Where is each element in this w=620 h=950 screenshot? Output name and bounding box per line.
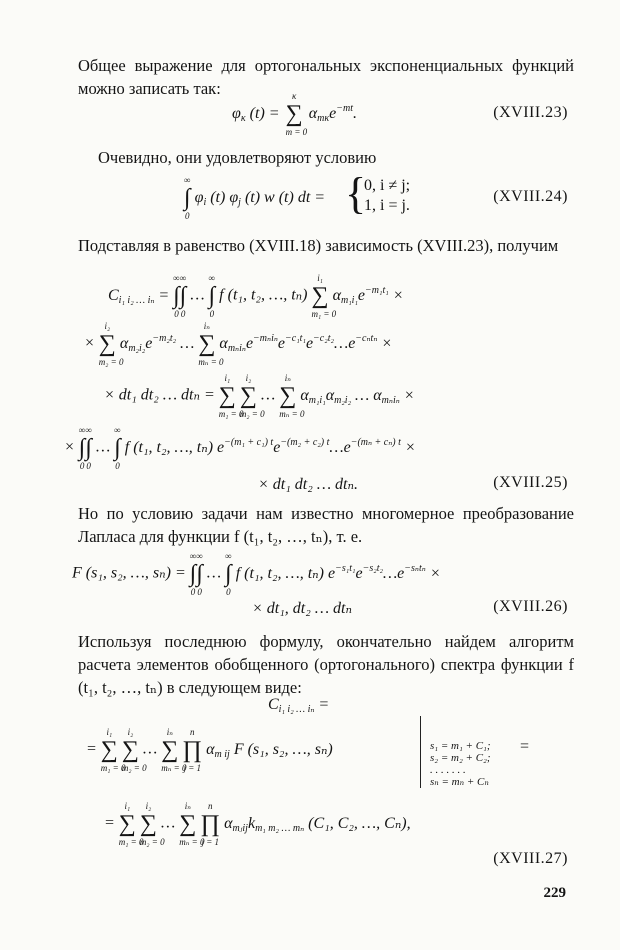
paragraph-5: Используя последнюю формулу, окончательно найдем алгоритм расчета элементов обобщенного (ортогонального) спектра функции f (t₁, t₂, …, tₙ) в следующем виде:: [78, 632, 574, 697]
equation-27-line-2: = i₁ ∑ m₁ = 0 i₂ ∑ m₂ = 0 … iₙ ∑ mₙ = 0 n ∏ j = 1 $\alpha_{m ij}$ F (s₁, s₂, …, sₙ): [86, 727, 333, 773]
equation-25-line-3: × dt₁ dt₂ … dtₙ = i₁ ∑ m₁ = 0 i₂ ∑ m₂ = 0 … iₙ ∑ mₙ = 0 $\alpha_{m_1i_1}\alpha_{m_2i_2}$ … $\alpha_{m_ni_n}$ ×: [104, 373, 415, 419]
condition-n: sₙ = mₙ + Cₙ: [430, 776, 489, 788]
equation-26-line-2: × dt₁, dt₂ … dtₙ: [252, 600, 352, 617]
case-1: 0, i ≠ j;: [364, 177, 411, 194]
equation-27-line-1: $C_{i_1 i_2 \dots i_n}$ =: [268, 696, 330, 715]
equation-27-line-3: = i₁ ∑ m₁ = 0 i₂ ∑ m₂ = 0 … iₙ ∑ mₙ = 0 n ∏ j = 1 $\alpha_{mⱼij}k_{m_1 m_2 \dots m_n}$ (C₁, C₂, …, Cₙ),: [104, 801, 411, 847]
condition-dots: . . . . . . .: [430, 764, 466, 776]
equation-number-27: (XVIII.27): [493, 850, 568, 867]
paragraph-2: Очевидно, они удовлетворяют условию: [98, 148, 377, 167]
cases-brace: {: [345, 169, 367, 218]
equation-24: ∞ ∫ 0 $\varphi_i$ (t) $\varphi_j$ (t) w (t) dt =: [184, 175, 326, 221]
paragraph-3: Подставляя в равенство (XVIII.18) зависимость (XVIII.23), получим: [78, 236, 559, 255]
paragraph-4: Но по условию задачи нам известно многомерное преобразование Лапласа для функции f (t₁, t₂, …, tₙ), т. е.: [78, 504, 574, 546]
equation-number-26: (XVIII.26): [493, 598, 568, 615]
condition-2: s₂ = m₂ + C₂;: [430, 752, 491, 764]
paragraph-1: Общее выражение для ортогональных экспоненциальных функций можно записать так:: [78, 56, 574, 98]
equation-number-25: (XVIII.25): [493, 474, 568, 491]
equation-23: $\varphi_\kappa$ (t) = κ ∑ m = 0 $\alpha_{m\kappa}e^{-mt}$.: [232, 91, 357, 137]
equation-25-line-5: × dt₁ dt₂ … dtₙ.: [258, 476, 358, 493]
equation-27-line-2-tail: =: [520, 738, 530, 755]
substitution-conditions: [430, 740, 491, 788]
equation-25-line-1: $C_{i_1 i_2 \dots i_n}$ = ∞ ∫ 0 ∞ ∫ 0 … ∞ ∫ 0 f (t₁, t₂, …, tₙ) i₁ ∑ m₁ = 0 $\alpha_{m_1i_1}e^{-m_1t_1}$ ×: [108, 273, 404, 319]
equation-25-line-4: × ∞ ∫ 0 ∞ ∫ 0 … ∞ ∫ 0 f (t₁, t₂, …, tₙ) $e^{-(m_1 + c_1) t}e^{-(m_2 + c_2) t}\dots e^{-(m_n + c_n) t}$ ×: [64, 425, 416, 471]
page-number: 229: [543, 885, 566, 901]
case-2: 1, i = j.: [364, 197, 410, 214]
equation-24-cases: [364, 176, 410, 216]
equation-number-24: (XVIII.24): [493, 188, 568, 205]
equation-number-23: (XVIII.23): [493, 104, 568, 121]
equation-25-line-2: × i₂ ∑ m₂ = 0 $\alpha_{m_2i_2}e^{-m_2t_2}$ … iₙ ∑ mₙ = 0 $\alpha_{m_ni_n}e^{-m_ni_n}e^{-c_1t_1}e^{-c_2t_2}\dots e^{-c_nt_n}$ ×: [84, 321, 393, 367]
substitution-bar: [420, 716, 421, 788]
condition-1: s₁ = m₁ + C₁;: [430, 740, 491, 752]
equation-26-line-1: F (s₁, s₂, …, sₙ) = ∞ ∫ 0 ∞ ∫ 0 … ∞ ∫ 0 f (t₁, t₂, …, tₙ) $e^{-s_1t_1}e^{-s_2t_2}\dots e^{-s_nt_n}$ ×: [72, 551, 441, 597]
